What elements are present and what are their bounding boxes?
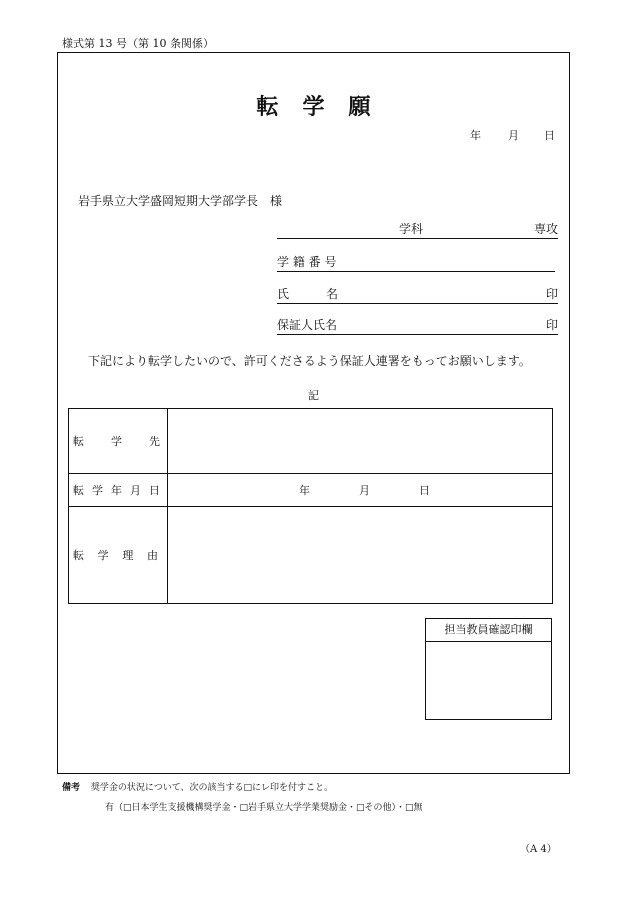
notes-label: 備考 bbox=[62, 783, 81, 793]
name-seal-label: 印 bbox=[545, 287, 558, 301]
guarantor-label: 保証人氏名 bbox=[277, 318, 338, 332]
student-number-line[interactable] bbox=[277, 255, 555, 272]
name-label-2: 名 bbox=[326, 287, 339, 301]
major-label: 専攻 bbox=[533, 222, 558, 236]
teacher-stamp-box bbox=[425, 618, 552, 720]
transfer-date-row bbox=[69, 474, 553, 507]
form-title: 転学願 bbox=[256, 94, 395, 120]
form-number: 様式第 13 号（第 10 条関係） bbox=[62, 37, 214, 50]
stamp-box-header: 担当教員確認印欄 bbox=[426, 619, 551, 642]
transfer-date-header: 転 学 年 月 日 bbox=[69, 474, 168, 507]
student-number-label: 学 籍 番 号 bbox=[277, 255, 337, 269]
department-major-line[interactable] bbox=[277, 222, 558, 239]
addressee: 岩手県立大学盛岡短期大学部学長 様 bbox=[78, 194, 283, 208]
guarantor-line[interactable] bbox=[277, 318, 558, 335]
transfer-year-label: 年 bbox=[299, 484, 310, 497]
ki-heading: 記 bbox=[308, 389, 319, 402]
notes-text-2: 有（□日本学生支援機構奨学金・□岩手県立大学学業奨励金・□その他）・□無 bbox=[105, 803, 423, 813]
date-month-label: 月 bbox=[508, 129, 519, 142]
name-line[interactable] bbox=[277, 287, 558, 304]
date-year-label: 年 bbox=[470, 129, 481, 142]
transfer-table bbox=[68, 408, 553, 604]
date-day-label: 日 bbox=[544, 129, 555, 142]
reason-input[interactable] bbox=[168, 507, 553, 604]
notes-line-1 bbox=[62, 780, 333, 793]
request-text: 下記により転学したいので、許可くださるよう保証人連署をもってお願いします。 bbox=[88, 354, 531, 368]
department-label: 学科 bbox=[399, 222, 424, 236]
destination-row bbox=[69, 409, 553, 474]
reason-row bbox=[69, 507, 553, 604]
guarantor-seal-label: 印 bbox=[545, 318, 558, 332]
notes-text-1: 奨学金の状況について、次の該当する□にレ印を付すこと。 bbox=[90, 783, 334, 793]
transfer-month-label: 月 bbox=[359, 484, 370, 497]
name-label-1: 氏 bbox=[277, 287, 290, 301]
reason-header: 転 学 理 由 bbox=[69, 507, 168, 604]
transfer-day-label: 日 bbox=[419, 484, 430, 497]
paper-size: （A 4） bbox=[520, 844, 557, 855]
destination-input[interactable] bbox=[168, 409, 553, 474]
destination-header: 転 学 先 bbox=[69, 409, 168, 474]
transfer-date-input[interactable] bbox=[168, 474, 553, 507]
